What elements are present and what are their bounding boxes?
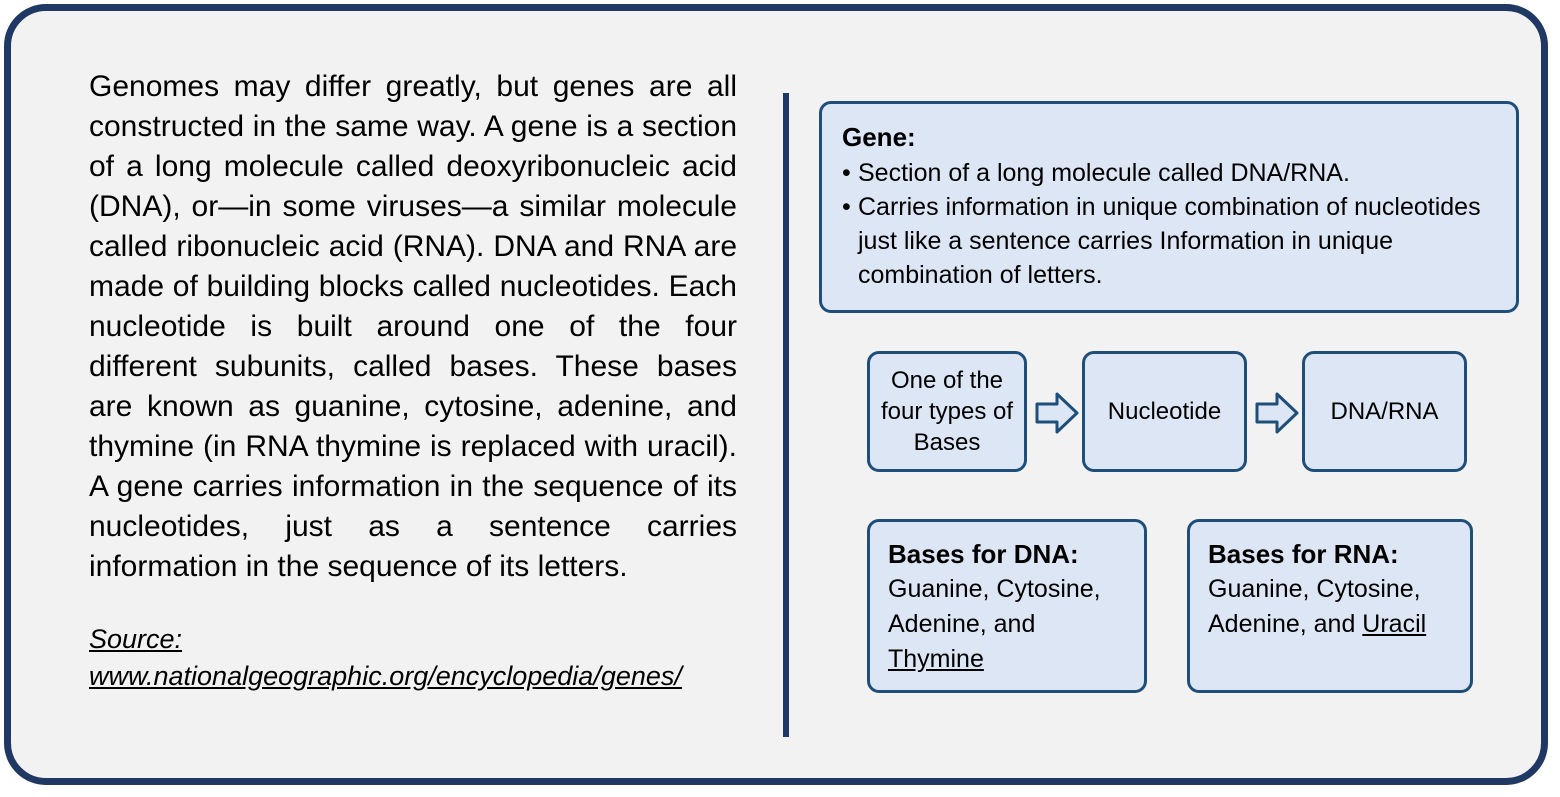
left-text-column [89, 67, 737, 747]
bases-dna-list-underlined: Thymine [888, 645, 984, 673]
source-label: Source: [89, 624, 183, 654]
slide-frame [4, 4, 1548, 785]
source-url[interactable]: www.nationalgeographic.org/encyclopedia/genes/ [89, 661, 682, 691]
bullet-dot-icon: • [842, 159, 851, 187]
body-paragraph: Genomes may differ greatly, but genes are all constructed in the same way. A gene is a section of a long molecule called deoxyribonucleic acid (DNA), or—in some viruses—a similar molecule called ribonucleic acid (RNA). DNA and RNA are made of building blocks called nucleotides. Each nucleotide is built around one of the four different subunits, called bases. These bases are known as guanine, cytosine, adenine, and thymine (in RNA thymine is replaced with uracil). A gene carries information in the sequence of its nucleotides, just as a sentence carries information in the sequence of its letters. [89, 70, 737, 583]
gene-card-bullet-text: Carries information in unique combination of nucleotides just like a sentence carries Information in unique combination of letters. [858, 193, 1481, 289]
flow-step-nucleotide: Nucleotide [1082, 351, 1247, 472]
bases-dna-list [888, 572, 1128, 677]
right-arrow-icon [1255, 391, 1299, 435]
bases-dna-list-prefix: Guanine, Cytosine, Adenine, and [888, 575, 1101, 638]
flow-step-bases: One of the four types of Bases [867, 351, 1027, 472]
bases-rna-title: Bases for RNA: [1208, 539, 1399, 569]
bases-rna-list-prefix: Guanine, Cytosine, Adenine, and [1208, 575, 1421, 638]
bases-dna-title: Bases for DNA: [888, 539, 1079, 569]
bases-rna-list-underlined: Uracil [1362, 610, 1427, 638]
right-diagram-column [819, 67, 1523, 747]
source-citation [89, 621, 737, 695]
gene-card-title: Gene: [842, 122, 916, 152]
bullet-dot-icon: • [842, 193, 851, 221]
vertical-divider [783, 93, 789, 737]
gene-card-bullet [842, 156, 1498, 190]
bases-rna-card [1187, 519, 1473, 693]
nucleotide-flow-diagram [867, 351, 1519, 476]
flow-step-dna-rna: DNA/RNA [1302, 351, 1467, 472]
bases-dna-card [867, 519, 1147, 693]
gene-card-bullet-text: Section of a long molecule called DNA/RNA. [858, 159, 1350, 187]
right-arrow-icon [1035, 391, 1079, 435]
gene-card-bullet [842, 190, 1498, 292]
gene-definition-card [819, 101, 1519, 313]
bases-rna-list [1208, 572, 1454, 642]
